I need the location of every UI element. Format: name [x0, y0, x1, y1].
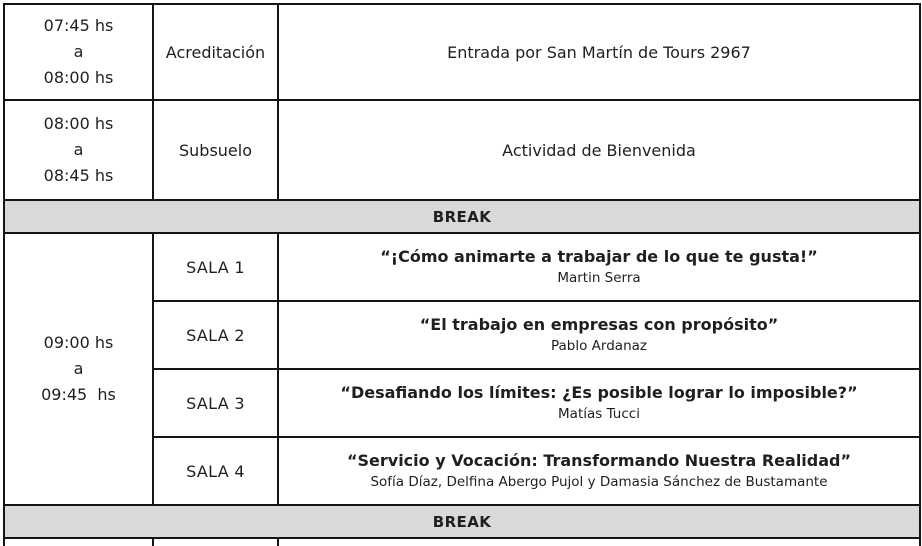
- session-title: “Desafiando los límites: ¿Es posible lograr lo imposible?”: [340, 383, 858, 402]
- activity-cell: [278, 538, 920, 546]
- session-speakers: Martin Serra: [557, 270, 641, 286]
- room-cell: SALA 3: [153, 369, 278, 437]
- row-bienvenida: [4, 100, 920, 200]
- row-partial-clipped: [4, 538, 920, 546]
- room-cell: SALA 1: [153, 233, 278, 301]
- time-separator: a: [73, 359, 84, 378]
- location-cell: [153, 538, 278, 546]
- session-title: “Servicio y Vocación: Transformando Nuestra Realidad”: [346, 451, 852, 470]
- row-sala-1: [4, 233, 920, 301]
- break-label: BREAK: [4, 505, 920, 538]
- activity-cell: Entrada por San Martín de Tours 2967: [278, 4, 920, 100]
- time-start: 08:00 hs: [43, 114, 114, 133]
- time-separator: a: [73, 140, 84, 159]
- room-cell: SALA 4: [153, 437, 278, 505]
- room-cell: SALA 2: [153, 301, 278, 369]
- session-cell: [278, 369, 920, 437]
- time-separator: a: [73, 42, 84, 61]
- break-row: [4, 200, 920, 233]
- session-cell: [278, 301, 920, 369]
- row-acreditacion: [4, 4, 920, 100]
- session-title: “¡Cómo animarte a trabajar de lo que te gusta!”: [380, 247, 818, 266]
- time-end: 08:00 hs: [43, 68, 114, 87]
- location-cell: Subsuelo: [153, 100, 278, 200]
- session-cell: [278, 437, 920, 505]
- location-cell: Acreditación: [153, 4, 278, 100]
- time-cell: [4, 100, 153, 200]
- time-cell: [4, 538, 153, 546]
- time-end: 09:45 hs: [41, 385, 116, 404]
- session-title: “El trabajo en empresas con propósito”: [419, 315, 779, 334]
- session-speakers: Matías Tucci: [558, 406, 640, 422]
- session-speakers: Sofía Díaz, Delfina Abergo Pujol y Damasia Sánchez de Bustamante: [370, 474, 828, 490]
- time-cell: [4, 233, 153, 505]
- activity-cell: Actividad de Bienvenida: [278, 100, 920, 200]
- schedule-table: [3, 3, 921, 546]
- time-start: 09:00 hs: [43, 333, 114, 352]
- session-speakers: Pablo Ardanaz: [551, 338, 647, 354]
- break-label: BREAK: [4, 200, 920, 233]
- session-cell: [278, 233, 920, 301]
- time-cell: [4, 4, 153, 100]
- time-end: 08:45 hs: [43, 166, 114, 185]
- break-row: [4, 505, 920, 538]
- time-start: 07:45 hs: [43, 16, 114, 35]
